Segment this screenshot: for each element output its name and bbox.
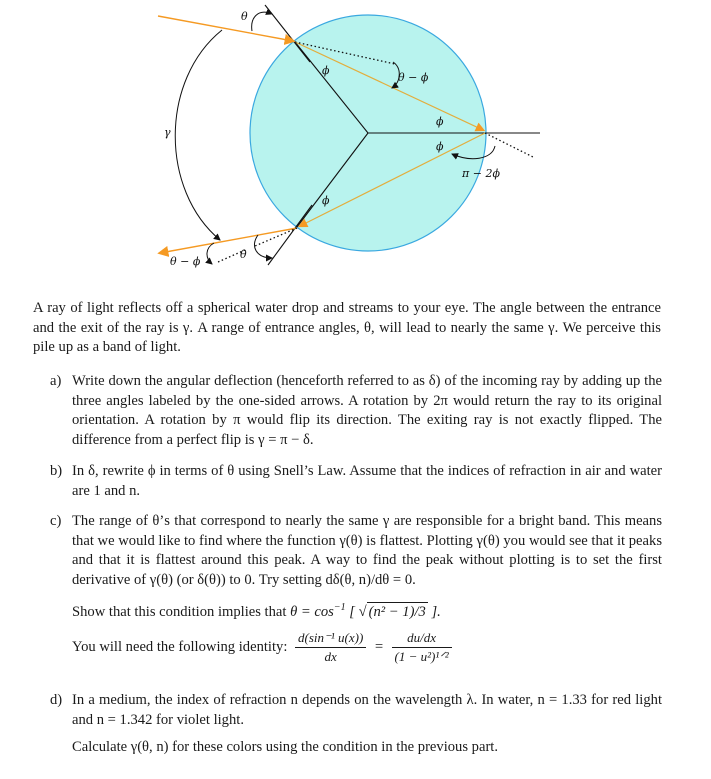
label-phi-back-2: ϕ xyxy=(436,140,444,153)
identity-rhs-fraction: $\frac{du/dx}{\text{(1 − u²)¹ᐟ²}}$ xyxy=(392,630,452,665)
question-a xyxy=(50,372,662,450)
question-b-text: In δ, rewrite ϕ in terms of θ using Snell’s Law. Assume that the indices of refraction in air and water are 1 and n. xyxy=(72,463,662,499)
arc-theta-top xyxy=(252,12,272,31)
label-gamma: γ xyxy=(164,126,171,139)
back-dotted xyxy=(485,133,535,158)
show-prefix: Show that this condition implies that xyxy=(72,603,291,620)
question-c-text: The range of θ’s that correspond to nearly the same γ are responsible for a bright band. This means that we would like to find where the function γ(θ) is flattest. Plotting γ(θ) you would see that it peaks and that it is flattest around this peak. A way to find the peak without plotting is to set the first derivative of γ(θ) (or δ(θ)) to 0. Try setting dδ(θ, n)/dθ = 0. xyxy=(72,513,662,588)
question-a-mark: a) xyxy=(50,373,62,389)
label-pi-minus-2phi: π − 2ϕ xyxy=(462,167,500,180)
arc-theta-bottom xyxy=(254,235,272,258)
identity-lhs-fraction: $\frac{\text{d(sin⁻¹ u(x))}}{dx}$ xyxy=(295,630,366,665)
label-theta-minus-phi-top: θ − ϕ xyxy=(398,71,429,84)
question-d-text: In a medium, the index of refraction n depends on the wavelength λ. In water, n = 1.33 for red light and n = 1.342 for violet light. xyxy=(72,692,662,728)
question-a-text: Write down the angular deflection (henceforth referred to as δ) of the incoming ray by adding up the three angles labeled by the one-sided arrows. A rotation by 2π would return the ray to its original orientation. A rotation by π would flip its direction. The exiting ray is not exactly flipped. The difference from a perfect flip is γ = π − δ. xyxy=(72,373,662,448)
arc-theta-minus-phi-bottom xyxy=(207,243,214,264)
question-c-show xyxy=(72,598,662,622)
question-b xyxy=(50,462,662,501)
label-theta-bottom: θ xyxy=(240,248,247,261)
label-phi-exit: ϕ xyxy=(322,194,330,207)
intro-paragraph: A ray of light reflects off a spherical water drop and streams to your eye. The angle between the entrance and the exit of the ray is γ. A range of entrance angles, θ, will lead to nearly the same γ. We perceive this pile up as a band of light. xyxy=(33,300,661,355)
question-b-mark: b) xyxy=(50,463,63,479)
label-theta-top: θ xyxy=(241,10,248,23)
show-formula: $\theta = \cos^{-1}$ [ √ (n² − 1)/3 ]. xyxy=(290,604,441,620)
question-d-mark: d) xyxy=(50,692,63,708)
question-c-identity: You will need the following identity: $\frac{\text{d(sin⁻¹ u(x))}}{dx}$ = $\frac{du/dx}{\text{(1 − u²)¹ᐟ²}}$ xyxy=(72,630,662,665)
question-c xyxy=(50,512,662,665)
label-phi-back-1: ϕ xyxy=(436,115,444,128)
question-d-text-2: Calculate γ(θ, n) for these colors using the condition in the previous part. xyxy=(72,739,499,755)
arc-gamma xyxy=(175,30,222,240)
question-c-mark: c) xyxy=(50,513,62,529)
identity-prefix: You will need the following identity: xyxy=(72,639,288,656)
outgoing-ray xyxy=(160,228,297,253)
question-d xyxy=(50,691,662,758)
raindrop-diagram xyxy=(0,0,711,290)
label-phi-entry: ϕ xyxy=(322,64,330,77)
incoming-ray xyxy=(158,16,293,41)
label-theta-minus-phi-bottom: θ − ϕ xyxy=(170,255,201,268)
exit-dotted xyxy=(255,228,297,246)
